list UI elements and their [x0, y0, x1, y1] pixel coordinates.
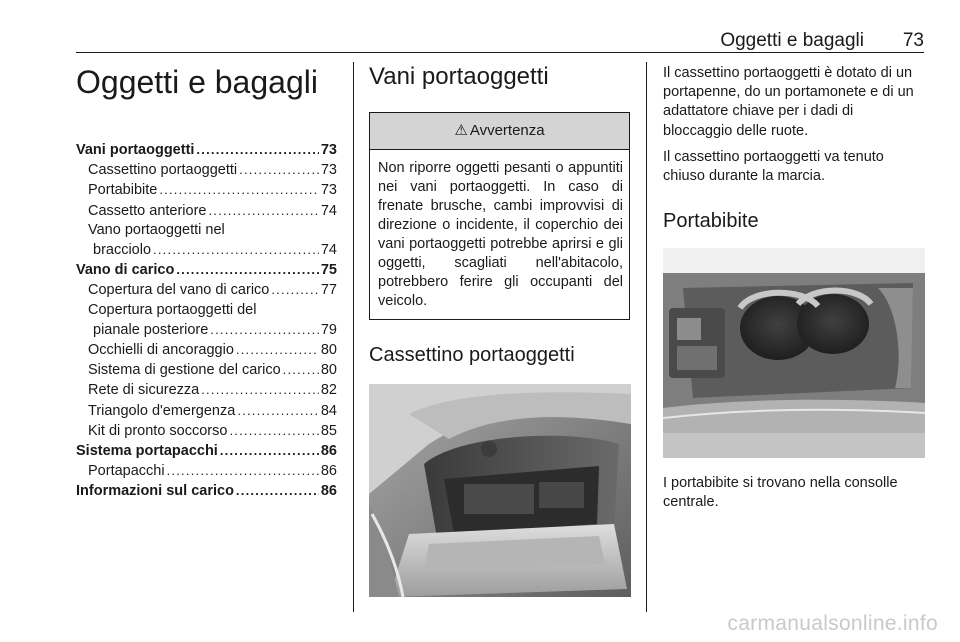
- toc-entry-page: 74: [320, 202, 337, 219]
- toc-leader-dots: [237, 401, 319, 421]
- toc-leader-dots: [201, 380, 319, 400]
- cupholder-caption: I portabibite si trovano nella consolle centrale.: [663, 475, 898, 511]
- toc-entry-page: 84: [320, 402, 337, 419]
- toc-entry-page: 79: [320, 321, 337, 338]
- toc-leader-dots: [176, 260, 319, 280]
- toc-entry-page: 85: [320, 422, 337, 439]
- toc-leader-dots: [167, 461, 319, 481]
- toc-entry[interactable]: [76, 280, 337, 300]
- cupholder-title: Portabibite: [663, 210, 759, 233]
- toc-entry-label: Kit di pronto soccorso: [88, 422, 228, 439]
- toc-entry-page: 86: [320, 463, 337, 480]
- toc-entry-label: pianale posteriore: [93, 321, 209, 338]
- toc-entry-page: 80: [320, 342, 337, 359]
- toc-entry-label: Copertura del vano di carico: [88, 282, 270, 299]
- section-column: [369, 62, 631, 597]
- toc-entry[interactable]: [76, 340, 337, 360]
- warning-title: Avvertenza: [469, 122, 545, 139]
- toc-entry[interactable]: [76, 160, 337, 180]
- toc-entry-label: Vani portaoggetti: [76, 142, 195, 158]
- toc-entry-page: 86: [320, 483, 337, 500]
- toc-entry-page: 74: [320, 242, 337, 259]
- toc-entry-label: Portabibite: [88, 182, 158, 199]
- toc-entry[interactable]: [76, 461, 337, 481]
- toc-entry-page: 80: [320, 362, 337, 379]
- toc-entry-main[interactable]: [76, 481, 337, 501]
- toc-entry[interactable]: [76, 421, 337, 441]
- toc-entry[interactable]: [76, 180, 337, 200]
- toc-leader-dots: [210, 320, 319, 340]
- toc-entry-page: 73: [320, 142, 337, 158]
- glovebox-note: Il cassettino portaoggetti va tenuto chiuso durante la marcia.: [663, 148, 884, 185]
- toc-entry-main[interactable]: [76, 140, 337, 160]
- section-title: Vani portaoggetti: [369, 63, 549, 90]
- glovebox-description: Il cassettino portaoggetti è dotato di un portapenne, do un portamonete e di un adattatore chiave per i dadi di bloccaggio delle ruote.: [663, 65, 914, 139]
- toc-entry[interactable]: [76, 201, 337, 221]
- cupholder-photo: [663, 248, 925, 458]
- warning-triangle-icon: ⚠: [454, 122, 468, 139]
- column-divider-left: [353, 62, 354, 612]
- toc-entry-label: bracciolo: [93, 242, 152, 259]
- watermark: carmanualsonline.info: [727, 612, 938, 635]
- running-header: [76, 28, 924, 54]
- toc-entry-label: Rete di sicurezza: [88, 382, 200, 399]
- page-number: 73: [902, 30, 924, 51]
- toc-leader-dots: [159, 180, 319, 200]
- chapter-title: Oggetti e bagagli: [76, 64, 318, 100]
- toc-entry-label: Vano portaoggetti nel: [88, 221, 225, 238]
- toc-entry-page: 77: [320, 282, 337, 299]
- toc-entry[interactable]: [76, 240, 337, 260]
- toc-entry-page: 73: [320, 162, 337, 179]
- chapter-column: [76, 62, 337, 502]
- toc-leader-dots: [236, 481, 319, 501]
- running-header-title: Oggetti e bagagli: [720, 30, 864, 51]
- toc-entry-label: Sistema portapacchi: [76, 443, 218, 460]
- toc-entry-label: Cassettino portaoggetti: [88, 162, 238, 179]
- toc-leader-dots: [196, 140, 318, 160]
- toc-leader-dots: [220, 441, 319, 461]
- toc-leader-dots: [236, 340, 319, 360]
- toc-entry-page: 73: [320, 182, 337, 199]
- toc-entry-label: Cassetto anteriore: [88, 202, 207, 219]
- column-divider-right: [646, 62, 647, 612]
- warning-text: Non riporre oggetti pesanti o appuntiti nei vani portaoggetti. In caso di frenate brusche, cambi improvvisi di direzione o incidente, il coperchio dei vani portaoggetti potrebbe aprirsi e gli oggetti, scagliati nell'abitacolo, potrebbero ferire gli occupanti del veicolo.: [378, 160, 623, 309]
- toc-leader-dots: [283, 360, 319, 380]
- toc-leader-dots: [229, 421, 318, 441]
- toc-entry-page: 75: [320, 262, 337, 279]
- warning-header: [370, 113, 629, 150]
- toc-entry-label: Vano di carico: [76, 262, 175, 279]
- toc-entry[interactable]: [76, 221, 337, 240]
- toc-entry-label: Portapacchi: [88, 463, 165, 480]
- toc-entry-main[interactable]: [76, 260, 337, 280]
- toc-entry-label: Copertura portaoggetti del: [88, 301, 257, 318]
- toc-entry[interactable]: [76, 320, 337, 340]
- toc-entry[interactable]: [76, 301, 337, 320]
- toc-entry[interactable]: [76, 401, 337, 421]
- cupholder-column: [663, 64, 925, 513]
- glovebox-title: Cassettino portaoggetti: [369, 344, 575, 366]
- toc-entry[interactable]: [76, 380, 337, 400]
- toc-entry-main[interactable]: [76, 441, 337, 461]
- table-of-contents: [76, 140, 337, 502]
- toc-leader-dots: [271, 280, 319, 300]
- header-rule: [76, 52, 924, 53]
- toc-entry-label: Occhielli di ancoraggio: [88, 342, 234, 359]
- toc-leader-dots: [208, 201, 318, 221]
- toc-entry-page: 86: [320, 443, 337, 460]
- toc-leader-dots: [153, 240, 319, 260]
- warning-box: [369, 112, 630, 320]
- toc-leader-dots: [239, 160, 319, 180]
- toc-entry-label: Triangolo d'emergenza: [88, 402, 236, 419]
- glovebox-photo: [369, 384, 631, 597]
- toc-entry-page: 82: [320, 382, 337, 399]
- toc-entry-label: Informazioni sul carico: [76, 483, 234, 500]
- toc-entry[interactable]: [76, 360, 337, 380]
- toc-entry-label: Sistema di gestione del carico: [88, 362, 281, 379]
